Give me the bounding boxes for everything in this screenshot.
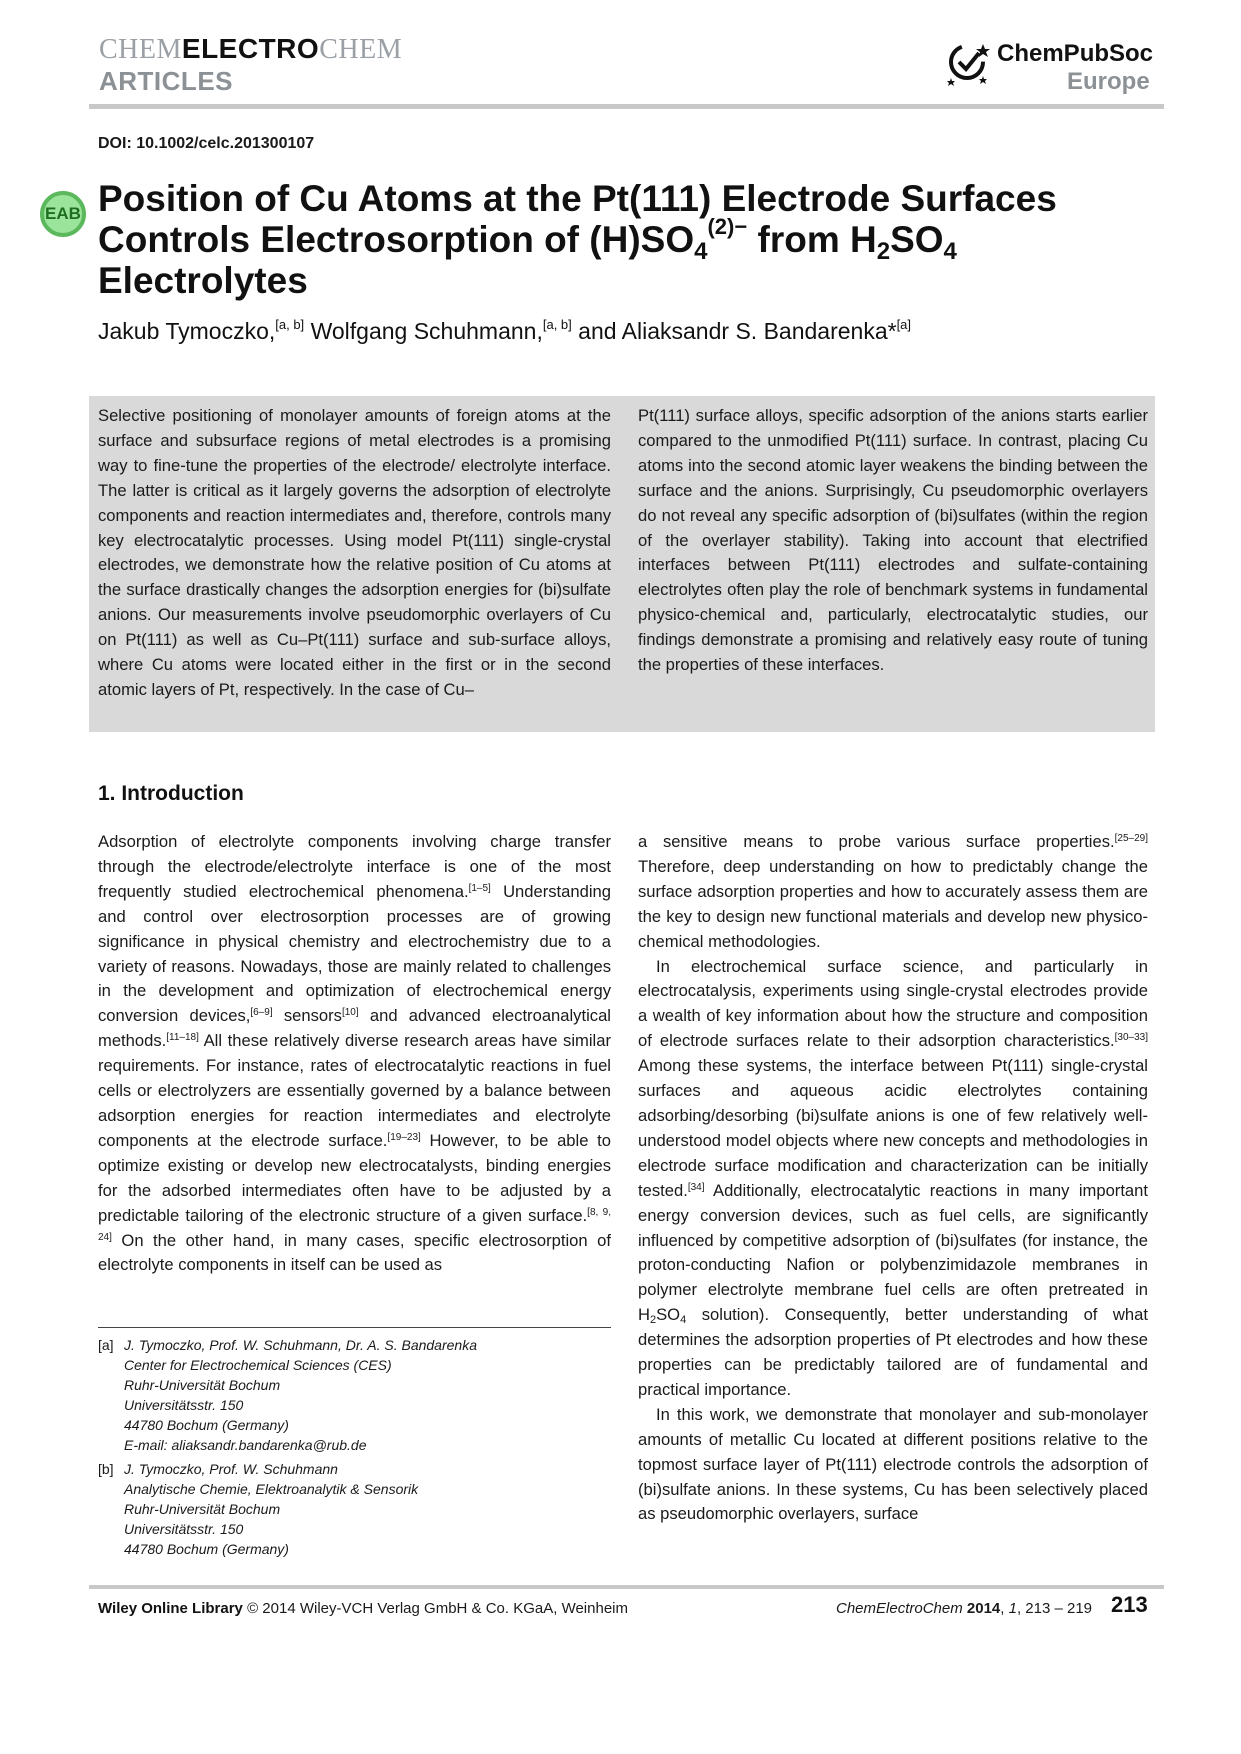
page-number: 213 xyxy=(1111,1592,1148,1617)
section-heading-introduction: 1. Introduction xyxy=(98,782,244,805)
citation: [10] xyxy=(341,1007,359,1019)
footer-year: 2014 xyxy=(966,1600,1001,1617)
affiliation-lines xyxy=(124,1335,477,1455)
footer-volume: 1 xyxy=(1008,1600,1017,1617)
title-line-1: Position of Cu Atoms at the Pt(111) Electrode Surfaces xyxy=(98,178,1057,219)
citation: [6–9] xyxy=(250,1007,273,1019)
affiliation-b xyxy=(98,1459,618,1559)
body-left-column xyxy=(98,830,611,1278)
text-run: Adsorption of electrolyte components involving charge transfer through the electrode/electrolyte interface is one of the most frequently studied electrochemical phenomena. xyxy=(98,832,611,901)
citation: [11–18] xyxy=(166,1032,199,1044)
title-line-3: Electrolytes xyxy=(98,260,308,301)
text-run: However, to be able to optimize existing or develop new electrocatalysts, binding energies for the adsorbed intermediates often have to be adjusted by a predictable tailoring of the electronic structure of a given surface. xyxy=(98,1130,611,1225)
title-line-2b: from H xyxy=(747,219,877,260)
author-3: and Aliaksandr S. Bandarenka* xyxy=(571,318,897,344)
title-line-2a: Controls Electrosorption of (H)SO xyxy=(98,219,695,260)
text-run: Among these systems, the interface between Pt(111) single-crystal surfaces and aqueous acidic electrolytes containing adsorbing/desorbing (bi)sulfate anions is one of few relatively well-understood model objects where new concepts and methodologies in electrode surface modification and characterization can be initially tested. xyxy=(638,1056,1148,1200)
affiliation-a xyxy=(98,1335,618,1455)
affiliation-line: 44780 Bochum (Germany) xyxy=(124,1541,289,1557)
footer-pages: , 213 – 219 xyxy=(1016,1600,1093,1617)
text-run: Additionally, electrocatalytic reactions in many important energy conversion devices, such as fuel cells, are significantly influenced by competitive adsorption of (bi)sulfates (for instance, the proton-conducting Nafion or polybenzimidazole membranes in polymer electrolyte membrane fuel cells are often pretreated in H xyxy=(638,1180,1148,1325)
affiliation-line: Center for Electrochemical Sciences (CES) xyxy=(124,1357,392,1373)
affiliation-line: Ruhr-Universität Bochum xyxy=(124,1377,281,1393)
title-sub-4: 4 xyxy=(694,238,708,265)
citation: [30–33] xyxy=(1114,1032,1148,1044)
body-right-column xyxy=(638,830,1148,1527)
author-3-affiliation: [a] xyxy=(896,317,912,332)
text-run: sensors xyxy=(272,1006,342,1026)
text-run: solution). Consequently, better understanding of what determines the adsorption properties of Pt electrodes and how these properties can be predictably tailored are of fundamental and practical importance. xyxy=(638,1305,1148,1399)
journal-name-chem: CHEM xyxy=(99,34,182,65)
text-run: Understanding and control over electrosorption processes are of growing significance in physical chemistry and electrochemistry due to a variety of reasons. Nowadays, those are mainly related to challenges in the development and optimization of electrochemical energy conversion devices, xyxy=(98,881,611,1026)
author-2: Wolfgang Schuhmann, xyxy=(304,318,543,344)
affiliation-line: J. Tymoczko, Prof. W. Schuhmann xyxy=(124,1461,338,1477)
text-run: Therefore, deep understanding on how to predictably change the surface adsorption properties and how to accurately assess them are the key to design new functional materials and develop new physico-chemical methodologies. xyxy=(638,856,1148,951)
subscript: 2 xyxy=(649,1314,657,1327)
title-sub-2: 2 xyxy=(876,238,891,265)
title-sub-4b: 4 xyxy=(943,238,957,265)
page-header xyxy=(0,0,1241,115)
footer-journal: ChemElectroChem xyxy=(836,1600,963,1617)
paragraph xyxy=(638,830,1148,955)
citation: [8, 9, 24] xyxy=(98,1206,611,1243)
chempubsoc-logo xyxy=(945,38,1165,98)
journal-name-chem-2: CHEM xyxy=(319,34,403,65)
wiley-online-library-link[interactable]: Wiley Online Library xyxy=(98,1600,243,1617)
text-run: and advanced electroanalytical methods. xyxy=(98,1006,611,1051)
subscript: 4 xyxy=(680,1314,687,1327)
text-run: On the other hand, in many cases, specific electrosorption of electrolyte components in itself can be used as xyxy=(98,1230,611,1275)
star-circle-icon xyxy=(945,38,995,90)
journal-name xyxy=(99,34,402,65)
paragraph xyxy=(638,1403,1148,1528)
paragraph xyxy=(98,830,611,1278)
affiliation-line: Analytische Chemie, Elektroanalytik & Sensorik xyxy=(124,1481,419,1497)
footnote-divider xyxy=(98,1327,611,1328)
doi: DOI: 10.1002/celc.201300107 xyxy=(98,135,315,152)
eab-badge: EAB xyxy=(40,191,86,237)
text-run: In electrochemical surface science, and particularly in electrocatalysis, experiments using single-crystal electrodes provide a wealth of key information about how the structure and composition of electrode surfaces relate to their adsorption characteristics. xyxy=(638,956,1148,1051)
author-1: Jakub Tymoczko, xyxy=(98,318,276,344)
footer-divider xyxy=(89,1585,1164,1589)
affiliation-line: Universitätsstr. 150 xyxy=(124,1521,244,1537)
affiliation-label: [b] xyxy=(98,1461,114,1477)
journal-name-electro: ELECTRO xyxy=(181,33,320,64)
author-1-affiliation: [a, b] xyxy=(275,317,305,332)
affiliation-label: [a] xyxy=(98,1337,114,1353)
citation: [25–29] xyxy=(1114,833,1148,844)
affiliation-line: Universitätsstr. 150 xyxy=(124,1397,244,1413)
footer-citation: ChemElectroChem 2014, 1, 213 – 219 xyxy=(836,1600,1093,1617)
citation: [19–23] xyxy=(387,1131,421,1143)
affiliations xyxy=(98,1335,618,1563)
copyright-text: © 2014 Wiley-VCH Verlag GmbH & Co. KGaA, Weinheim xyxy=(242,1600,628,1617)
author-list xyxy=(98,318,911,345)
citation: [34] xyxy=(687,1181,705,1193)
text-run: In this work, we demonstrate that monolayer and sub-monolayer amounts of metallic Cu located at different positions relative to the topmost surface layer of Pt(111) electrode controls the adsorption of (bi)sulfate anions. In these systems, Cu has been selectively placed as pseudomorphic overlayers, surface xyxy=(638,1404,1148,1524)
logo-text-chempubsoc: ChemPubSoc xyxy=(997,40,1154,67)
affiliation-lines xyxy=(124,1459,418,1559)
title-sup-charge: (2)− xyxy=(707,214,748,239)
text-run: All these relatively diverse research areas have similar requirements. For instance, rates of electrocatalytic reactions in fuel cells or electrolyzers are essentially governed by a balance between adsorption energies for reaction intermediates and electrolyte components at the electrode surface. xyxy=(98,1031,611,1150)
text-run: a sensitive means to probe various surface properties. xyxy=(638,832,1115,851)
author-2-affiliation: [a, b] xyxy=(542,317,572,332)
article-title xyxy=(98,178,1098,301)
text-run: SO xyxy=(656,1305,681,1325)
footer-copyright xyxy=(98,1600,628,1617)
abstract-left-column: Selective positioning of monolayer amounts of foreign atoms at the surface and subsurface regions of metal electrodes is a promising way to fine-tune the properties of the electrode/ electrolyte interface. The latter is critical as it largely governs the adsorption of electrolyte components and reaction intermediates and, therefore, controls many key electrocatalytic processes. Using model Pt(111) single-crystal electrodes, we demonstrate how the relative position of Cu atoms at the surface drastically changes the adsorption energies for (bi)sulfate anions. Our measurements involve pseudomorphic overlayers of Cu on Pt(111) as well as Cu–Pt(111) surface and sub-surface alloys, where Cu atoms were located either in the first or in the second atomic layers of Pt, respectively. In the case of Cu– xyxy=(98,406,611,699)
paragraph xyxy=(638,955,1148,1403)
affiliation-line: Ruhr-Universität Bochum xyxy=(124,1501,281,1517)
title-line-2c: SO xyxy=(890,219,944,260)
citation: [1–5] xyxy=(468,882,491,894)
affiliation-line: J. Tymoczko, Prof. W. Schuhmann, Dr. A. S. Bandarenka xyxy=(124,1337,477,1353)
affiliation-email[interactable]: E-mail: aliaksandr.bandarenka@rub.de xyxy=(124,1437,367,1453)
section-label: ARTICLES xyxy=(99,66,233,96)
abstract-right-column: Pt(111) surface alloys, specific adsorption of the anions starts earlier compared to the unmodified Pt(111) surface. In contrast, placing Cu atoms into the second atomic layer weakens the binding between the surface and the anions. Surprisingly, Cu pseudomorphic overlayers do not reveal any specific adsorption of (bi)sulfates (within the region of the overlayer stability). Taking into account that electrified interfaces between Pt(111) electrodes and sulfate-containing electrolytes often play the role of benchmark systems in fundamental physico-chemical and, particularly, electrocatalytic studies, our findings demonstrate a promising and relatively easy route of tuning the properties of these interfaces. xyxy=(638,406,1148,675)
header-divider xyxy=(89,104,1164,109)
affiliation-line: 44780 Bochum (Germany) xyxy=(124,1417,289,1433)
logo-text-europe: Europe xyxy=(1067,68,1150,95)
